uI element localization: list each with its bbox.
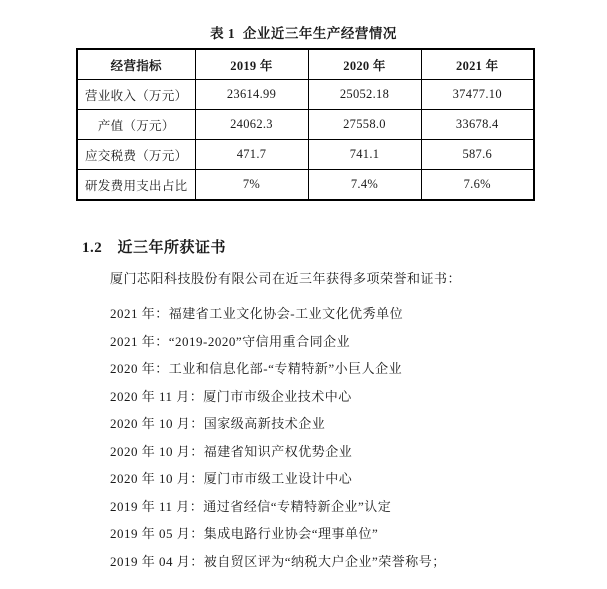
- intro-paragraph: 厦门芯阳科技股份有限公司在近三年获得多项荣誉和证书：: [110, 271, 462, 286]
- certificate-item: 2020 年：工业和信息化部-“专精特新”小巨人企业: [110, 361, 403, 376]
- value-cell: 741.1: [308, 140, 421, 170]
- certificate-item: 2021 年：“2019-2020”守信用重合同企业: [110, 333, 351, 349]
- section-heading: [82, 236, 226, 257]
- certificate-item: 2020 年 11 月：厦门市市级企业技术中心: [110, 388, 352, 404]
- table-caption: 表 1 企业近三年生产经营情况: [210, 26, 397, 41]
- certificate-item: 2019 年 11 月：通过省经信“专精特新企业”认定: [110, 498, 392, 514]
- certificate-item: 2020 年 10 月：厦门市市级工业设计中心: [110, 471, 353, 486]
- value-cell: 24062.3: [195, 110, 308, 140]
- certificate-item: 2021 年：福建省工业文化协会-工业文化优秀单位: [110, 306, 404, 321]
- table-row-rd-ratio: [77, 170, 534, 201]
- row-label-cell: 营业收入（万元）: [77, 80, 195, 110]
- certificate-item: 2019 年 05 月：集成电路行业协会“理事单位”: [110, 526, 379, 541]
- value-cell: 7.6%: [421, 170, 534, 201]
- header-cell-2020: 2020 年: [308, 49, 421, 80]
- value-cell: 7%: [195, 170, 308, 201]
- value-cell: 23614.99: [195, 80, 308, 110]
- header-cell-2019: 2019 年: [195, 49, 308, 80]
- table-header-row: [77, 49, 534, 80]
- section-number: 1.2: [82, 240, 103, 256]
- value-cell: 471.7: [195, 140, 308, 170]
- value-cell: 587.6: [421, 140, 534, 170]
- value-cell: 7.4%: [308, 170, 421, 201]
- value-cell: 27558.0: [308, 110, 421, 140]
- table-row-output-value: [77, 110, 534, 140]
- value-cell: 37477.10: [421, 80, 534, 110]
- section-title: 近三年所获证书: [117, 240, 227, 256]
- header-cell-2021: 2021 年: [421, 49, 534, 80]
- value-cell: 33678.4: [421, 110, 534, 140]
- table-row-revenue: [77, 80, 534, 110]
- value-cell: 25052.18: [308, 80, 421, 110]
- header-cell-indicator: 经营指标: [77, 49, 195, 80]
- certificate-item: 2019 年 04 月：被自贸区评为“纳税大户企业”荣誉称号；: [110, 553, 446, 569]
- row-label-cell: 产值（万元）: [77, 110, 195, 140]
- business-performance-table: [76, 48, 535, 201]
- certificate-item: 2020 年 10 月：国家级高新技术企业: [110, 416, 326, 431]
- table-row-taxes: [77, 140, 534, 170]
- certificate-list: [110, 300, 446, 575]
- row-label-cell: 研发费用支出占比: [77, 170, 195, 201]
- certificate-item: 2020 年 10 月：福建省知识产权优势企业: [110, 443, 353, 459]
- row-label-cell: 应交税费（万元）: [77, 140, 195, 170]
